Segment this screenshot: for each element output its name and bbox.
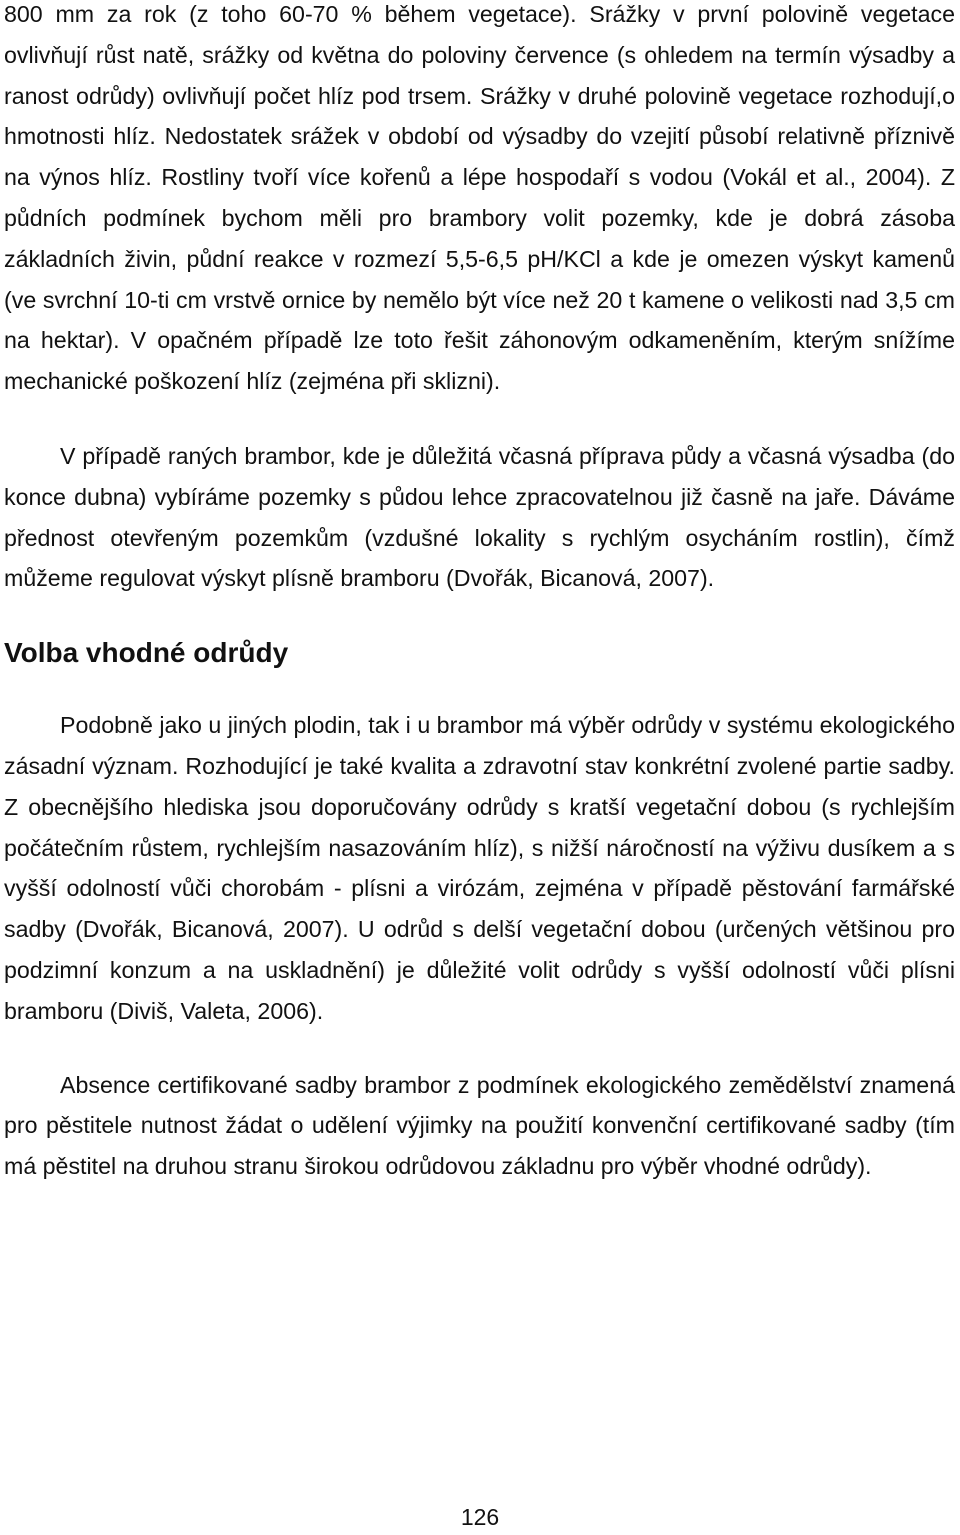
paragraph-soil-and-rainfall: 800 mm za rok (z toho 60-70 % během vegetace). Srážky v první polovině vegetace ovlivňují růst natě, srážky od května do poloviny července (s ohledem na termín výsadby a ranost odrůdy) ovlivňují počet hlíz pod trsem. Srážky v druhé polovině vegetace rozhodují,o hmotnosti hlíz. Nedostatek srážek v období od výsadby do vzejití působí relativně příznivě na výnos hlíz. Rostliny tvoří více kořenů a lépe hospodaří s vodou (Vokál et al., 2004). Z půdních podmínek bychom měli pro brambory volit pozemky, kde je dobrá zásoba základních živin, půdní reakce v rozmezí 5,5-6,5 pH/KCl a kde je omezen výskyt kamenů (ve svrchní 10-ti cm vrstvě ornice by nemělo být více než 20 t kamene o velikosti nad 3,5 cm na hektar). V opačném případě lze toto řešit záhonovým odkameněním, kterým snížíme mechanické poškození hlíz (zejména při sklizni). [4,1,955,395]
paragraph-early-potatoes: V případě raných brambor, kde je důležitá včasná příprava půdy a včasná výsadba (do konce dubna) vybíráme pozemky s půdou lehce zpracovatelnou již časně na jaře. Dáváme přednost otevřeným pozemkům (vzdušné lokality s rychlým osycháním rostlin), čímž můžeme regulovat výskyt plísně bramboru (Dvořák, Bicanová, 2007). [4,442,955,592]
paragraph-variety-selection: Podobně jako u jiných plodin, tak i u brambor má výběr odrůdy v systému ekologického zásadní význam. Rozhodující je také kvalita a zdravotní stav konkrétní zvolené partie sadby. Z obecnějšího hlediska jsou doporučovány odrůdy s kratší vegetační dobou (s rychlejším počátečním růstem, rychlejším nasazováním hlíz), s nižší náročností na výživu dusíkem a s vyšší odolností vůči chorobám - plísni a virózám, zejména v případě pěstování farmářské sadby (Dvořák, Bicanová, 2007). U odrůd s delší vegetační dobou (určených většinou pro podzimní konzum a na uskladnění) je důležité volit odrůdy s vyšší odolností vůči plísni bramboru (Diviš, Valeta, 2006). [4,712,955,1024]
page-number: 126 [460,1504,500,1530]
paragraph-certified-seed: Absence certifikované sadby brambor z podmínek ekologického zemědělství znamená pro pěstitele nutnost žádat o udělení výjimky na použití konvenční certifikované sadby (tím má pěstitel na druhou stranu širokou odrůdovou základnu pro výběr vhodné odrůdy). [4,1071,955,1180]
section-heading: Volba vhodné odrůdy [4,637,289,669]
